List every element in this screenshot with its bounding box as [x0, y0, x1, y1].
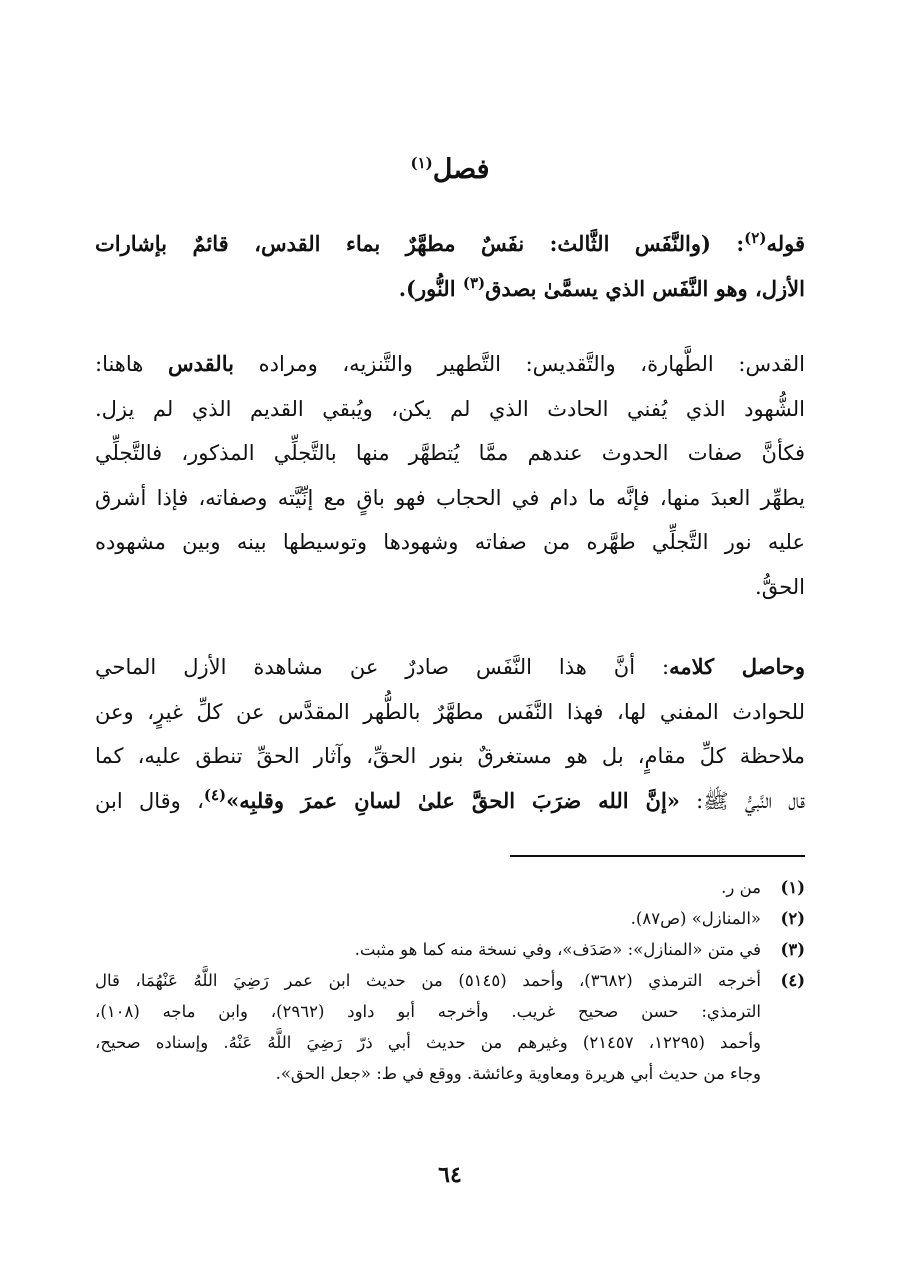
text-run: القدس: الطَّهارة، والتَّقديس: التَّطهير والتَّنزيه، ومراده — [233, 352, 805, 376]
paragraph-line: للحوادث المفني لها، فهذا النَّفَس مطهَّرٌ بالطُّهر المقدَّس عن كلِّ غيرٍ، وعن — [95, 699, 805, 724]
paragraph-line — [95, 779, 805, 824]
text-run: ، وقال ابن — [95, 788, 204, 813]
footnote — [95, 965, 805, 1089]
bold-term: بالقدس — [168, 351, 234, 376]
footnote-number: (٤) — [780, 971, 805, 990]
footnote-text — [95, 965, 761, 1089]
footnote — [95, 934, 805, 965]
paragraph-line: الحقُّ. — [755, 574, 805, 599]
footnote-line: وأحمد (١٢٢٩٥، ٢١٤٥٧) وغيرهم من حديث أبي ذرّ رَضِيَ اللَّهُ عَنْهُ. وإسناده صحيح، — [95, 1033, 761, 1052]
footnote-text — [95, 934, 761, 965]
footnote-line: من ر. — [721, 878, 761, 897]
paragraph-line — [95, 222, 805, 267]
paragraph-line — [95, 342, 805, 387]
text-run: النُّور). — [398, 275, 463, 301]
footnote-line: أخرجه الترمذي (٣٦٨٢)، وأحمد (٥١٤٥) من حديث ابن عمر رَضِيَ اللَّهُ عَنْهُمَا، قال — [95, 971, 761, 990]
paragraph-line: فكأنَّ صفات الحدوث عندهم ممَّا يُتطهَّر منها بالتَّجلِّي المذكور، فالتَّجلِّي — [95, 441, 805, 465]
footnote — [95, 903, 805, 934]
footnote-line: في متن «المنازل»: «صَدَف»، وفي نسخة منه كما هو مثبت. — [354, 940, 761, 959]
text-run: قال النَّبيُّ ﷺ: — [679, 788, 805, 813]
footnote-text — [95, 903, 761, 934]
section-title: فصل — [432, 154, 490, 185]
book-page — [95, 0, 805, 1271]
quoted-text-paragraph — [95, 222, 805, 311]
paragraph-line: يطهِّر العبدَ منها، فإنَّه ما دام في الحجاب فهو باقٍ مع إنِّيَّته وصفاته، فإذا أشرق — [95, 485, 805, 510]
commentary-paragraph — [95, 342, 805, 609]
footnote-text — [95, 872, 761, 903]
text-run: : (والنَّفَس الثَّالث: نفَسٌ مطهَّرٌ بماء القدس، قائمٌ بإشارات — [95, 231, 745, 256]
footnote-number: (٢) — [780, 909, 805, 928]
paragraph-line: ملاحظة كلِّ مقامٍ، بل هو مستغرقٌ بنور الحقِّ، وآثار الحقِّ تنطق عليه، كما — [95, 744, 805, 768]
footnote-line: الترمذي: حسن صحيح غريب. وأخرجه أبو داود (٢٩٦٢)، وابن ماجه (١٠٨)، — [95, 1002, 761, 1021]
footnotes — [95, 872, 805, 1089]
footnote — [95, 872, 805, 903]
text-run: : أنَّ هذا النَّفَس صادرٌ عن مشاهدة الأزل الماحي — [95, 655, 670, 679]
section-heading — [95, 150, 805, 190]
footnote-number: (١) — [780, 878, 805, 897]
footnote-line: وجاء من حديث أبي هريرة ومعاوية وعائشة. ووقع في ط: «جعل الحق». — [275, 1064, 761, 1083]
text-run: الأزل، وهو النَّفَس الذي يسمَّىٰ بصدق — [485, 275, 805, 301]
paragraph-line: عليه نور التَّجلِّي طهَّره من صفاته وشهودها وتوسيطها بينه وبين مشهوده — [95, 530, 805, 554]
page-number: ٦٤ — [438, 1162, 462, 1188]
footnote-number: (٣) — [780, 940, 805, 959]
paragraph-line: الشُّهود الذي يُفني الحادث الذي لم يكن، ويُبقي القديم الذي لم يزل. — [95, 396, 805, 421]
text-run: هاهنا: — [95, 352, 169, 376]
paragraph-line — [95, 267, 805, 312]
footnote-ref: (٤) — [203, 785, 227, 804]
footnote-ref: (٢) — [744, 229, 767, 247]
footnote-line: «المنازل» (ص٨٧). — [630, 909, 761, 928]
summary-paragraph — [95, 645, 805, 823]
footnote-ref: (٣) — [462, 273, 486, 292]
bold-term: وحاصل كلامه — [669, 654, 805, 679]
hadith-quote: «إنَّ الله ضرَبَ الحقَّ علىٰ لسانِ عمرَ وقلبِه» — [226, 787, 680, 813]
footnote-separator — [510, 855, 805, 857]
quote-label: قوله — [766, 231, 805, 256]
section-footnote-ref: (١) — [410, 154, 433, 172]
paragraph-line — [95, 645, 805, 690]
